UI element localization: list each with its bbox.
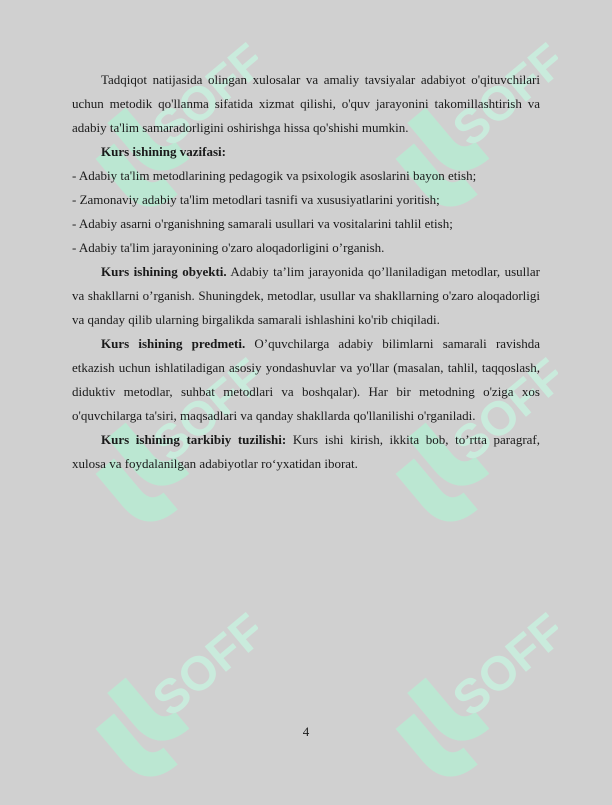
object-paragraph <box>72 260 540 332</box>
intro-paragraph: Tadqiqot natijasida olingan xulosalar va amaliy tavsiyalar adabiyot o'qituvchilari uchun metodik qo'llanma sifatida xizmat qilishi, o'quv jarayonini takomillashtirish va adabiy ta'lim samaradorligini oshirishga hissa qo'shishi mumkin. <box>72 72 540 135</box>
watermark-text: SOFF <box>443 355 558 472</box>
structure-paragraph <box>72 428 540 476</box>
watermark-text: SOFF <box>443 610 558 727</box>
subject-text: O’quvchilarga adabiy bilimlarni samarali ravishda etkazish uchun ishlatiladigan asosiy yondashuvlar va yo'llar (masalan, tahlil, taqqoslash, diduktiv metodlar, suhbat metodlari va boshqalar). Har bir metodning o'ziga xos o'quvchilarga ta'siri, maqsadlari va qanday shakllarda qo'llanilishi o'rganiladi. <box>72 336 541 423</box>
page-number: 4 <box>302 724 310 739</box>
watermark-text: SOFF <box>443 40 558 157</box>
object-text: Adabiy ta’lim jarayonida qo’llaniladigan metodlar, usullar va shakllarni o’rganish. Shuningdek, metodlar, usullar va shakllarning o'zaro aloqadorligi va qanday qilib ularning birgalikda samarali ishlashini ko'rib chiqiladi. <box>72 264 540 327</box>
subject-paragraph <box>72 332 540 428</box>
soff-watermark <box>368 610 558 800</box>
watermark-text: SOFF <box>143 610 258 727</box>
structure-heading: Kurs ishining tarkibiy tuzilishi: <box>101 432 287 447</box>
task-item: - Adabiy asarni o'rganishning samarali usullari va vositalarini tahlil etish; <box>72 216 453 231</box>
object-heading: Kurs ishining obyekti. <box>101 264 227 279</box>
structure-text: Kurs ishi kirish, ikkita bob, to’rtta paragraf, xulosa va foydalanilgan adabiyotlar ro‘yxatidan iborat. <box>72 432 540 471</box>
watermark-text: SOFF <box>143 40 258 157</box>
watermark-text: SOFF <box>143 355 258 472</box>
document-body <box>72 68 540 476</box>
soff-watermark <box>68 610 258 800</box>
task-item: - Adabiy ta'lim jarayonining o'zaro aloqadorligini o’rganish. <box>72 240 385 255</box>
tasks-heading: Kurs ishining vazifasi: <box>101 144 226 159</box>
task-item: - Zamonaviy adabiy ta'lim metodlari tasnifi va xususiyatlarini yoritish; <box>72 192 440 207</box>
task-item: - Adabiy ta'lim metodlarining pedagogik va psixologik asoslarini bayon etish; <box>72 168 477 183</box>
tasks-section <box>72 140 540 164</box>
subject-heading: Kurs ishining predmeti. <box>101 336 246 351</box>
